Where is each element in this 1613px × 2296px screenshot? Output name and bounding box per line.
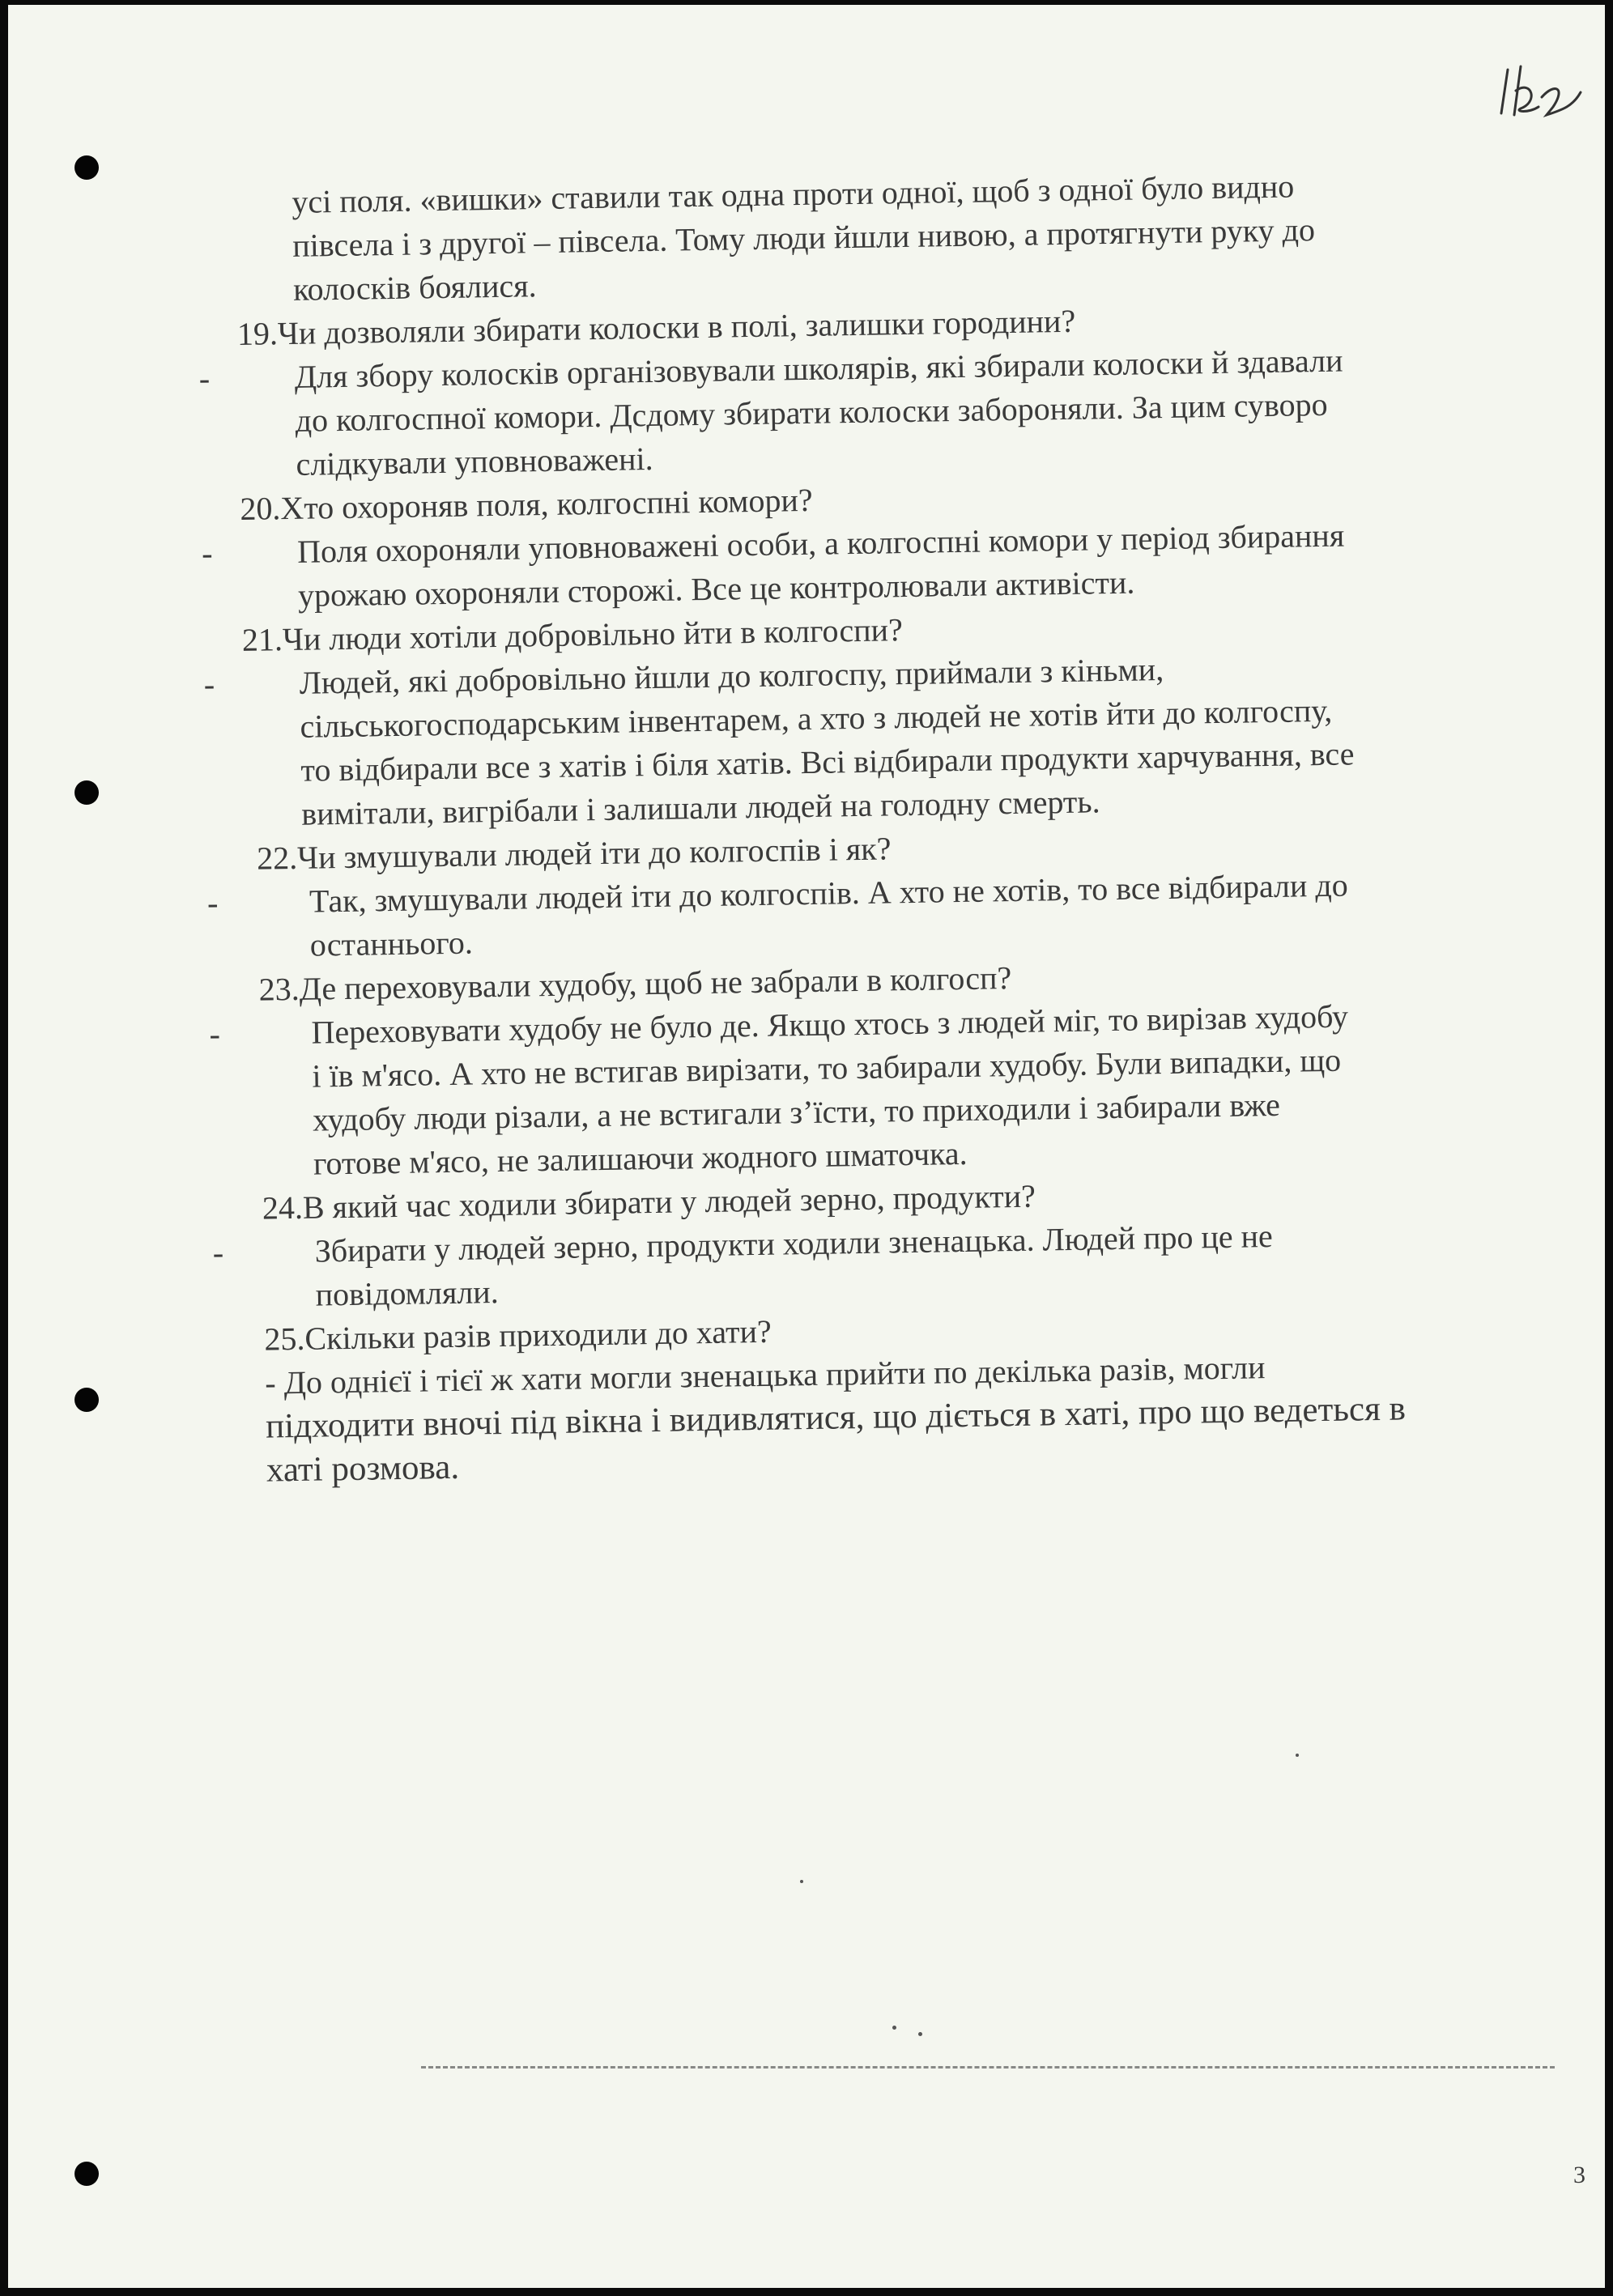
answer-dash: -: [206, 884, 219, 921]
scan-speck: [1296, 1754, 1299, 1757]
answer-dash: -: [201, 534, 213, 572]
answer-line: хаті розмова.: [266, 1448, 460, 1490]
body-line: півсела і з другої – півсела. Тому люди йшли нивою, а протягнути руку до: [292, 211, 1316, 264]
answer-line: - До однієї і тієї ж хати могли зненацька прийти по декілька разів, могли: [264, 1349, 1266, 1401]
answer-dash: -: [209, 1015, 221, 1052]
question-21: 21.Чи люди хотіли добровільно йти в колгоспи?: [241, 611, 904, 658]
scan-speck: [800, 1880, 803, 1883]
answer-text: Так, змушували людей іти до колгоспів. А хто не хотів, то все відбирали до: [309, 866, 1349, 920]
document-body: [198, 160, 1585, 1558]
answer-line: підходити вночі під вікна і видивлятися, що діється в хаті, про що ведеться в: [265, 1389, 1407, 1446]
scan-speck: [892, 2026, 896, 2030]
body-line: усі поля. «вишки» ставили так одна проти одної, щоб з одної було видно: [292, 168, 1295, 220]
question-25: 25.Скільки разів приходили до хати?: [264, 1312, 772, 1358]
answer-line: готове м'ясо, не залишаючи жодного шматочка.: [313, 1134, 968, 1182]
punch-hole: [74, 1388, 99, 1412]
punch-hole: [74, 780, 99, 805]
question-24: 24.В який час ходили збирати у людей зерно, продукти?: [262, 1177, 1036, 1227]
document-page: [8, 5, 1605, 2288]
answer-line: і їв м'ясо. А хто не встигав вирізати, то забирали худобу. Були випадки, що: [312, 1041, 1342, 1095]
answer-line: останнього.: [309, 924, 474, 963]
question-19: 19.Чи дозволяли збирати колоски в полі, залишки городини?: [236, 302, 1076, 352]
answer-text: Для збору колосків організовували школярів, які збирали колоски й здавали: [294, 342, 1343, 395]
answer-dash: -: [198, 359, 211, 397]
answer-line: вимітали, вигрібали і залишали людей на голодну смерть.: [300, 783, 1100, 832]
answer-dash: -: [212, 1234, 224, 1271]
answer-dash: -: [203, 665, 215, 703]
punch-hole: [74, 155, 99, 180]
answer-text: Переховувати худобу не було де. Якщо хтось з людей міг, то вирізав худобу: [311, 997, 1349, 1051]
answer-text: Людей, які добровільно йшли до колгоспу, приймали з кіньми,: [299, 651, 1164, 701]
punch-hole: [74, 2162, 99, 2186]
answer-text: Поля охороняли уповноважені особи, а колгоспні комори у період збирання: [296, 517, 1345, 570]
question-20: 20.Хто охороняв поля, колгоспні комори?: [240, 481, 813, 527]
answer-text: Збирати у людей зерно, продукти ходили зненацька. Людей про це не: [314, 1218, 1274, 1269]
answer-line: сільськогосподарським інвентарем, а хто з людей не хотів йти до колгоспу,: [300, 691, 1333, 745]
body-line: колосків боялися.: [292, 267, 537, 308]
question-22: 22.Чи змушували людей іти до колгоспів і як?: [256, 830, 892, 877]
answer-line: то відбирали все з хатів і біля хатів. Всі відбирали продукти харчування, все: [300, 735, 1355, 789]
page-number: 3: [1573, 2162, 1585, 2188]
answer-line: худобу люди різали, а не встигали з’їсти, то приходили і забирали вже: [312, 1086, 1281, 1138]
handwritten-folio-number: [1496, 60, 1585, 125]
answer-line: урожаю охороняли сторожі. Все це контролювали активісти.: [297, 563, 1135, 614]
answer-line: до колгоспної комори. Дсдому збирати колоски забороняли. За цим суворо: [295, 385, 1328, 439]
question-23: 23.Де переховували худобу, щоб не забрали в колгосп?: [258, 959, 1012, 1008]
answer-line: повідомляли.: [315, 1273, 499, 1313]
scan-speck: [918, 2032, 922, 2036]
bottom-rule: [421, 2066, 1555, 2069]
answer-line: слідкували уповноважені.: [296, 440, 653, 483]
